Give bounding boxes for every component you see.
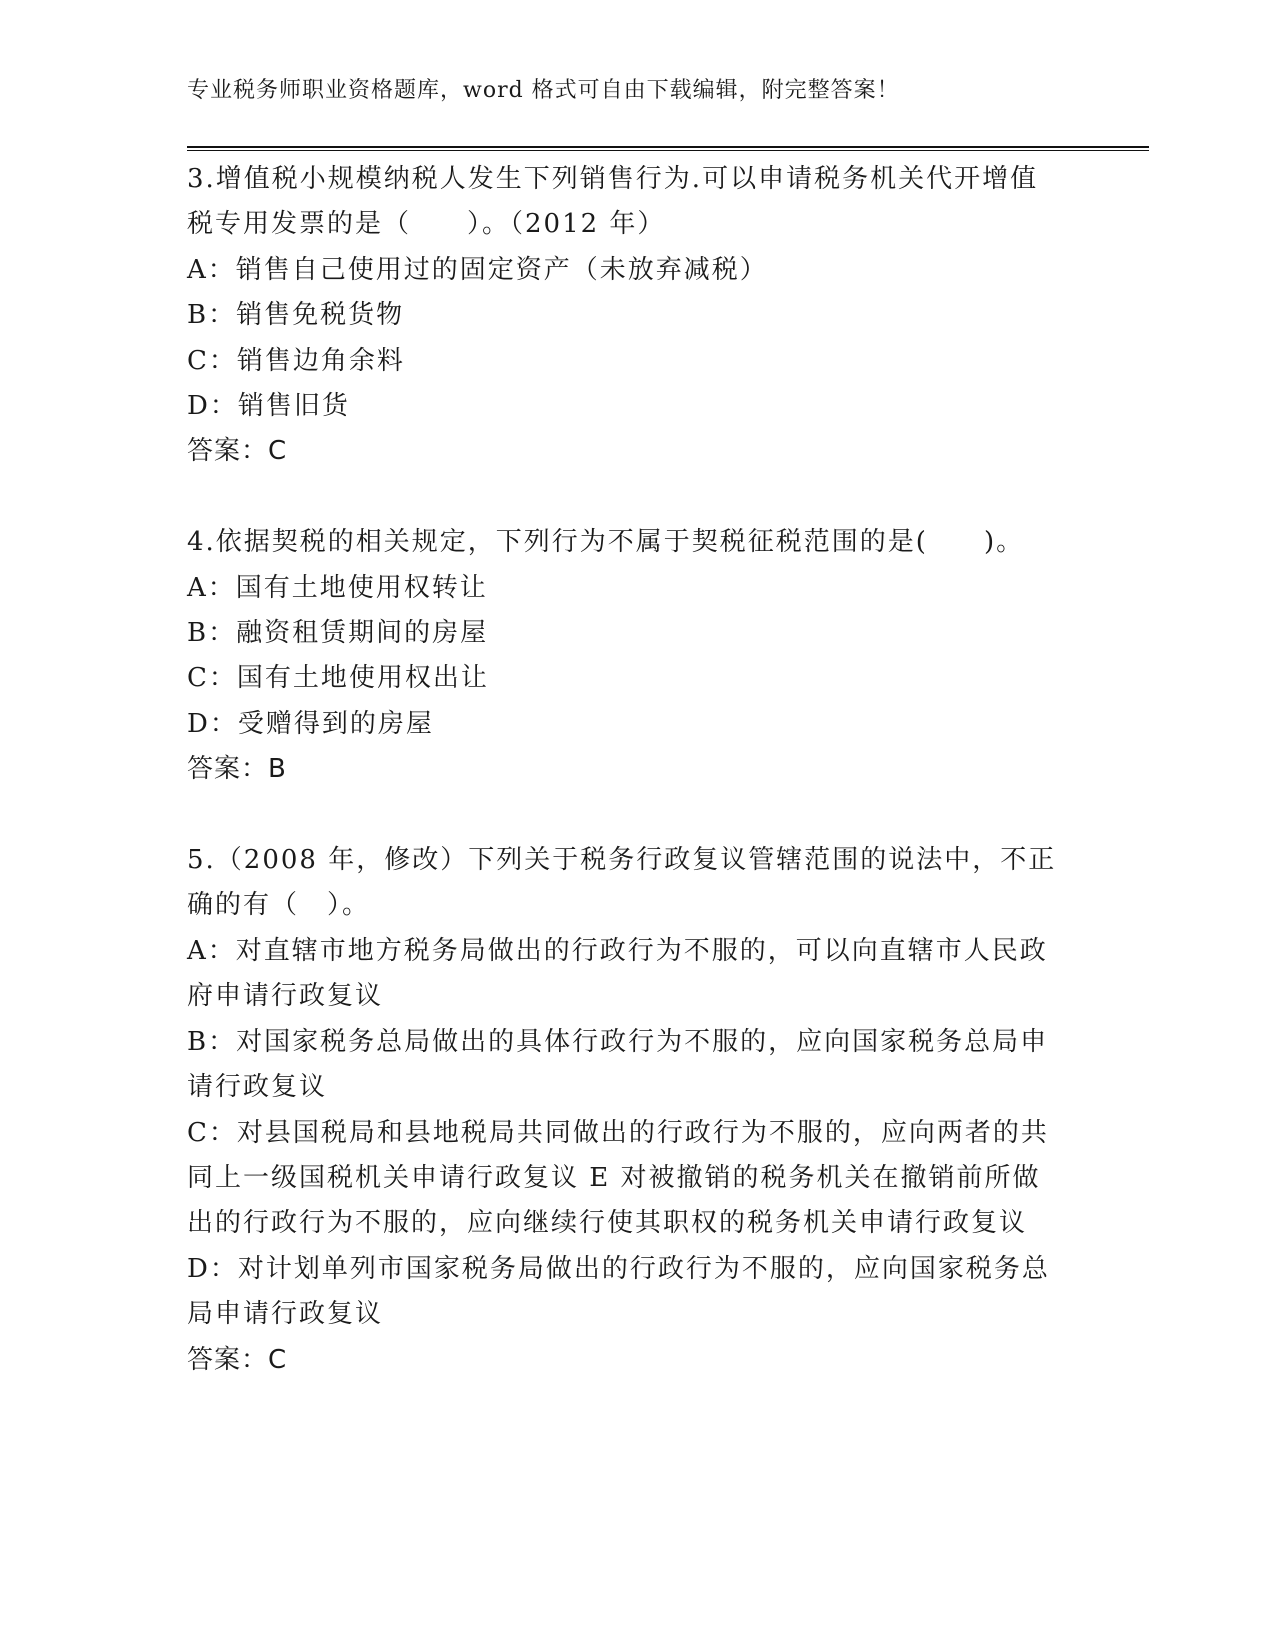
option-b: B：对国家税务总局做出的具体行政行为不服的，应向国家税务总局申 <box>187 1026 1049 1057</box>
answer-line: 答案：C <box>187 436 288 467</box>
option-b: B：融资租赁期间的房屋 <box>187 618 489 649</box>
option-d-continued: 局申请行政复议 <box>187 1299 384 1330</box>
option-a: A：销售自己使用过的固定资产（未放弃减税） <box>187 254 768 285</box>
question-stem-line: 确的有（ ）。 <box>187 890 371 921</box>
option-c: C：国有土地使用权出让 <box>187 663 489 694</box>
option-a-continued: 府申请行政复议 <box>187 981 384 1012</box>
option-a: A：国有土地使用权转让 <box>187 572 488 603</box>
header-divider <box>187 146 1149 151</box>
question-5 <box>187 838 1067 1383</box>
option-c-continued: 出的行政行为不服的，应向继续行使其职权的税务机关申请行政复议 <box>187 1208 1028 1239</box>
option-d: D：对计划单列市国家税务局做出的行政行为不服的，应向国家税务总 <box>187 1253 1050 1284</box>
option-c: C：销售边角余料 <box>187 345 405 376</box>
answer-line: 答案：B <box>187 754 287 785</box>
option-d: D：销售旧货 <box>187 391 350 422</box>
option-a: A：对直辖市地方税务局做出的行政行为不服的，可以向直辖市人民政 <box>187 935 1048 966</box>
question-stem-line: 税专用发票的是（ ）。（2012 年） <box>187 209 666 240</box>
option-b-continued: 请行政复议 <box>187 1072 328 1103</box>
question-stem-line: 5.（2008 年，修改）下列关于税务行政复议管辖范围的说法中，不正 <box>187 845 1057 876</box>
page-header: 专业税务师职业资格题库，word 格式可自由下载编辑，附完整答案！ <box>187 78 900 103</box>
question-list <box>187 157 1067 1383</box>
question-3 <box>187 157 1067 475</box>
option-d: D：受赠得到的房屋 <box>187 708 434 739</box>
question-stem-line: 3.增值税小规模纳税人发生下列销售行为.可以申请税务机关代开增值 <box>187 164 1039 194</box>
answer-line: 答案：C <box>187 1344 288 1375</box>
question-stem-line: 4.依据契税的相关规定，下列行为不属于契税征税范围的是( )。 <box>187 527 1025 558</box>
option-b: B：销售免税货物 <box>187 300 405 331</box>
option-c-continued: 同上一级国税机关申请行政复议 E 对被撤销的税务机关在撤销前所做 <box>187 1162 1041 1193</box>
question-4 <box>187 520 1067 792</box>
option-c: C：对县国税局和县地税局共同做出的行政行为不服的，应向两者的共 <box>187 1117 1049 1148</box>
